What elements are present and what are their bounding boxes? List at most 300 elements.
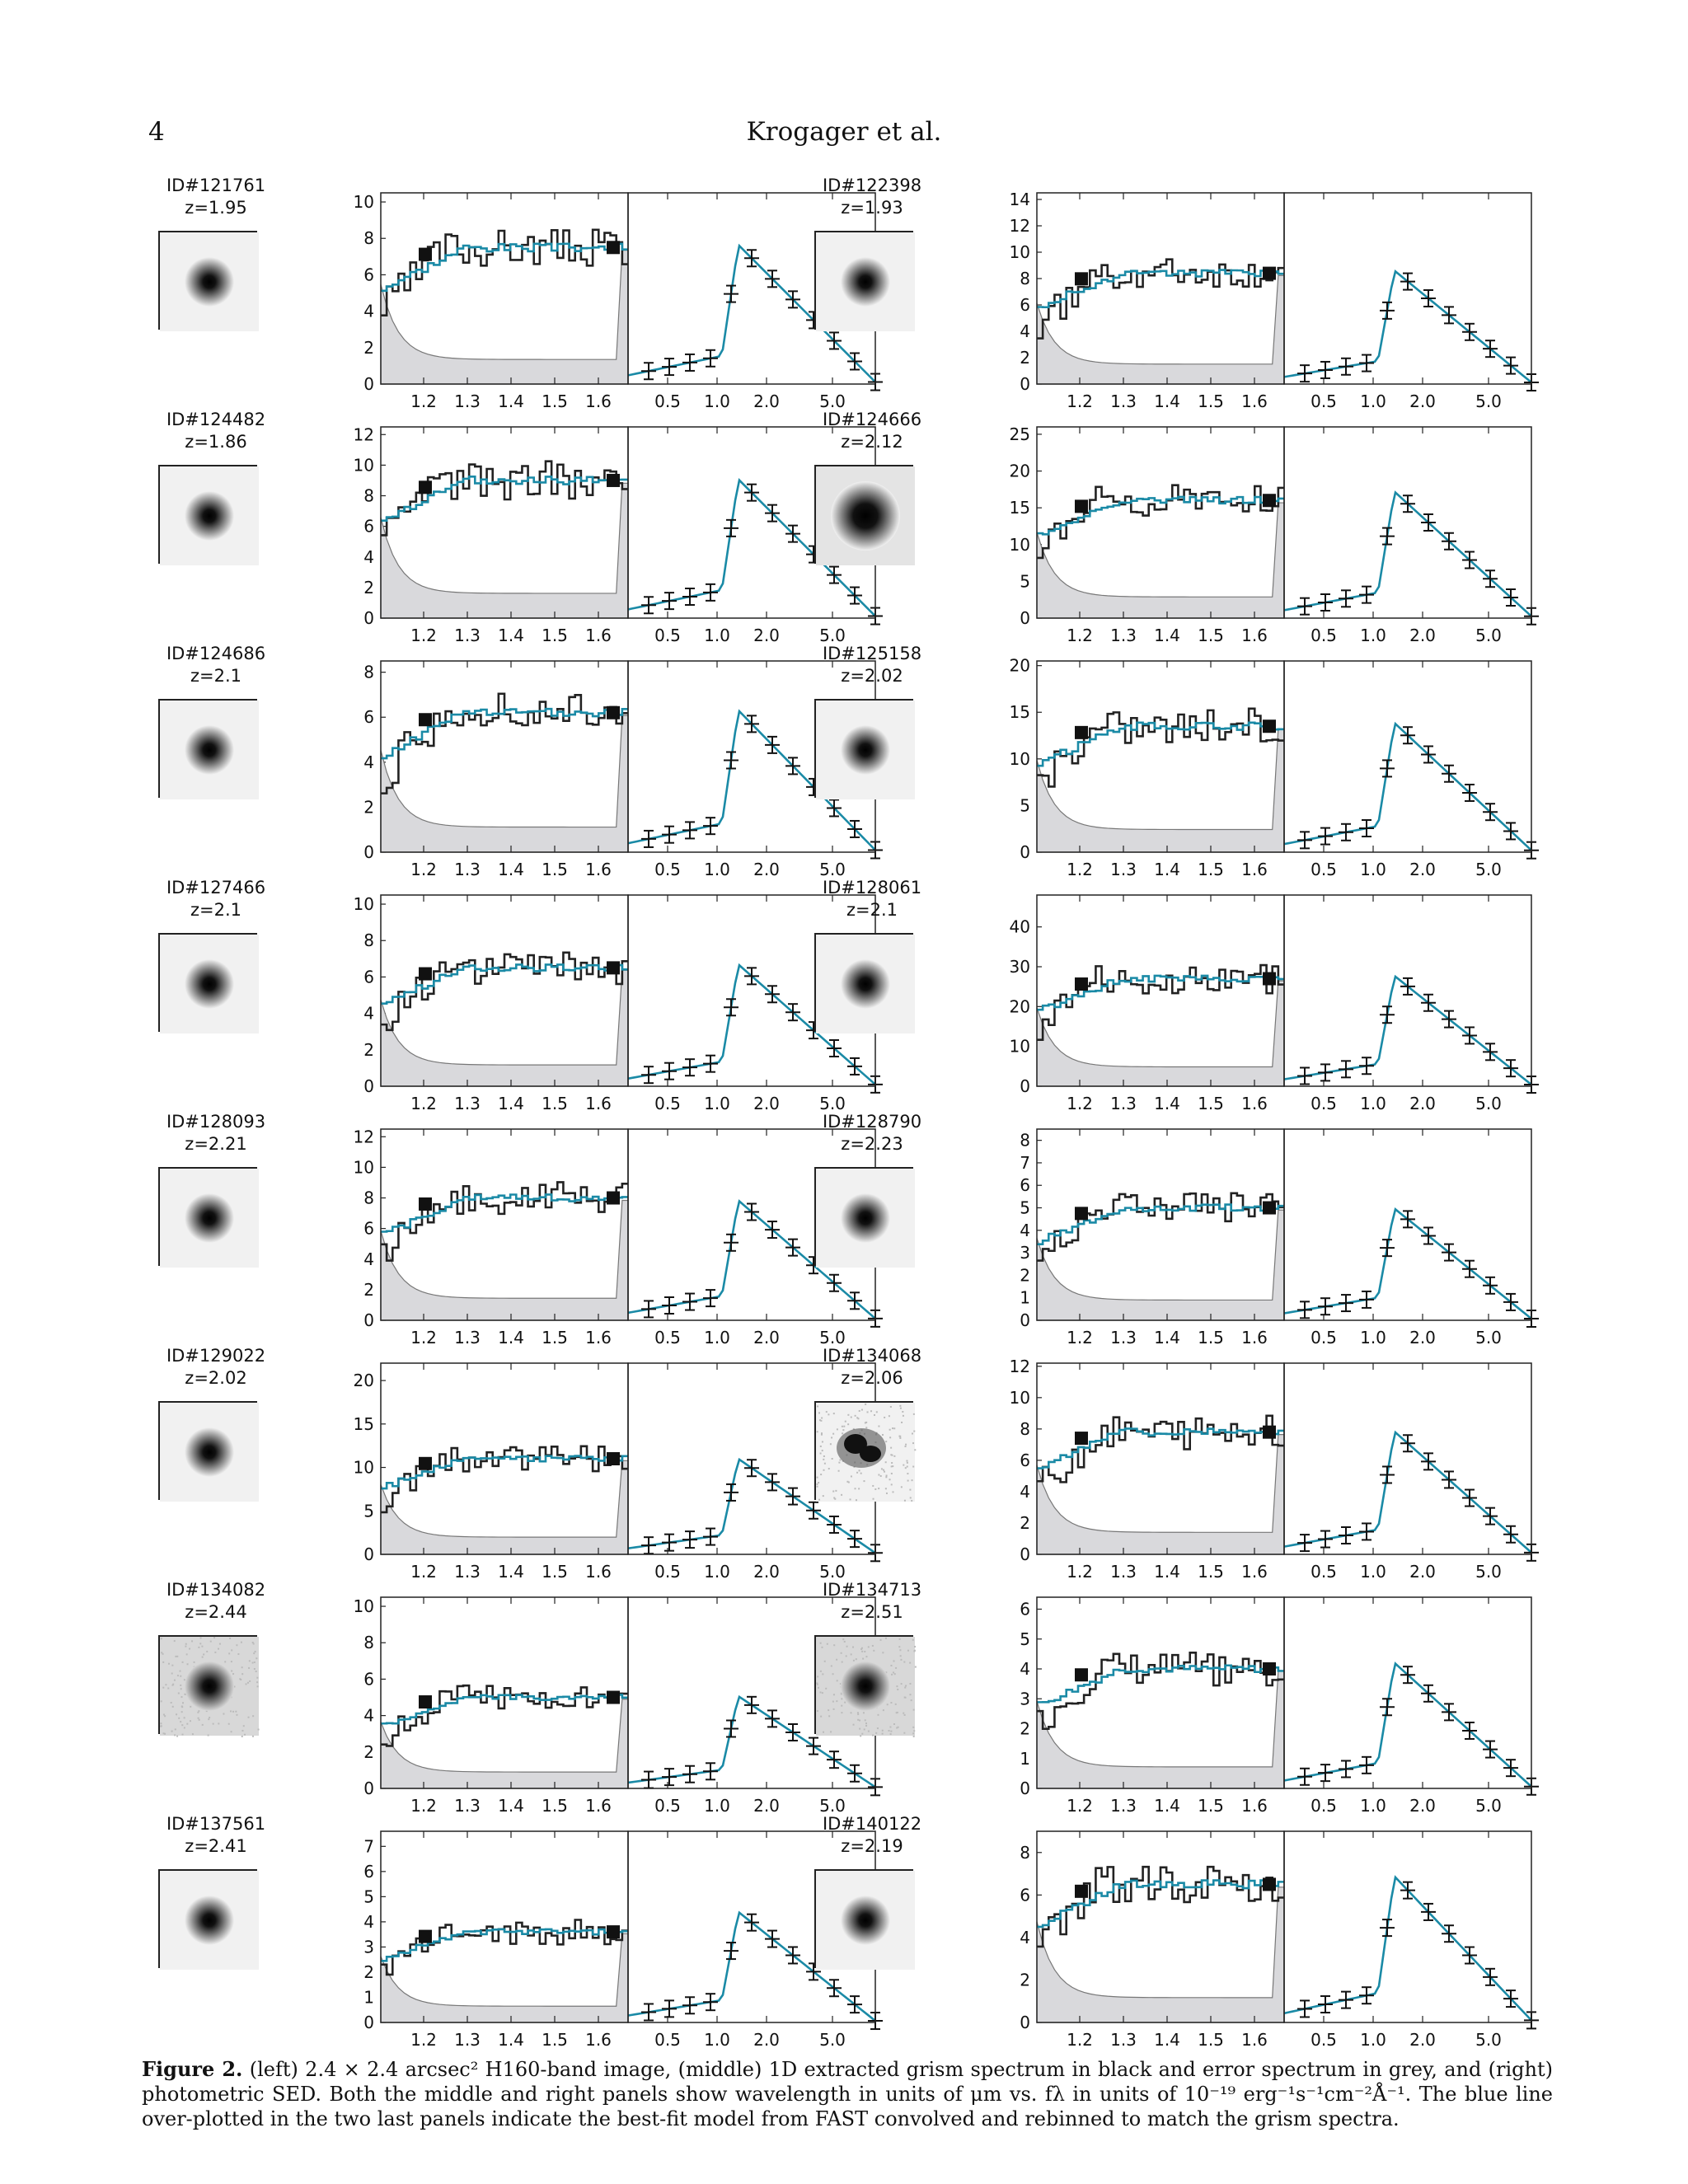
h160-image [814, 1635, 913, 1734]
y-tick-label: 6 [363, 1669, 374, 1690]
sed-point [1318, 1996, 1333, 2013]
sed-point [641, 1537, 656, 1554]
sed-tick-label: 5.0 [819, 1562, 846, 1582]
y-tick-label: 0 [1020, 1779, 1030, 1798]
grism-spectrum [1037, 1867, 1284, 1947]
y-tick-label: 0 [363, 1779, 374, 1798]
y-tick-label: 5 [363, 1501, 374, 1521]
sed-point [1503, 1294, 1518, 1310]
sed-tick-label: 0.5 [654, 1094, 681, 1113]
h160-image [158, 699, 257, 798]
sed-point [703, 1994, 718, 2010]
photometric-point [1263, 1202, 1276, 1215]
error-spectrum [381, 483, 628, 618]
y-tick-label: 0 [363, 374, 374, 394]
photometric-point [607, 1925, 620, 1938]
y-tick-label: 2 [363, 337, 374, 358]
y-tick-label: 20 [1009, 461, 1030, 481]
sed-point [724, 286, 738, 302]
grism-tick-label: 1.2 [410, 1094, 437, 1113]
sed-tick-label: 2.0 [1409, 626, 1436, 645]
sed-point [724, 999, 738, 1015]
caption-label: Figure 2. [142, 2057, 243, 2081]
sed-tick-label: 0.5 [654, 1562, 681, 1582]
y-tick-label: 4 [1020, 321, 1030, 341]
sed-tick-label: 1.0 [704, 1328, 730, 1347]
grism-tick-label: 1.6 [585, 1562, 612, 1582]
sed-point [765, 1931, 780, 1947]
y-tick-label: 8 [363, 662, 374, 682]
sed-point [765, 1474, 780, 1490]
object-panel [142, 409, 867, 645]
grism-tick-label: 1.2 [1067, 1562, 1093, 1582]
sed-tick-label: 5.0 [819, 860, 846, 879]
sed-point [703, 818, 718, 834]
sed-tick-label: 2.0 [753, 626, 780, 645]
grism-tick-label: 1.5 [542, 2030, 568, 2050]
photometric-point [607, 241, 620, 254]
object-panel [798, 643, 1523, 879]
error-spectrum [1037, 729, 1284, 852]
photometric-point [419, 480, 432, 494]
sed-point [662, 1535, 677, 1551]
y-tick-label: 6 [363, 1861, 374, 1882]
photometric-point [1263, 267, 1276, 280]
h160-image [158, 1401, 257, 1500]
y-tick-label: 10 [1009, 534, 1030, 555]
photometric-point [1263, 1877, 1276, 1891]
photometric-point [1075, 272, 1088, 285]
grism-tick-label: 1.5 [542, 1796, 568, 1816]
sed-tick-label: 5.0 [1475, 1562, 1502, 1582]
model-spectrum [1037, 1205, 1284, 1244]
sed-point [1359, 1523, 1374, 1540]
sed-point [1297, 2000, 1312, 2017]
h160-image [158, 1869, 257, 1968]
grism-tick-label: 1.4 [498, 1796, 524, 1816]
sed-point [641, 2004, 656, 2020]
y-tick-label: 6 [363, 967, 374, 987]
sed-point [724, 520, 738, 537]
photometric-point [419, 713, 432, 726]
sed-point [641, 363, 656, 379]
y-tick-label: 10 [353, 1157, 374, 1178]
sed-point [1339, 824, 1353, 841]
object-redshift: z=2.02 [841, 666, 903, 686]
y-tick-label: 8 [363, 228, 374, 249]
y-tick-label: 12 [1009, 216, 1030, 236]
sed-point [1339, 1061, 1353, 1077]
page-number: 4 [148, 117, 165, 147]
y-tick-label: 8 [363, 1633, 374, 1653]
grism-tick-label: 1.5 [1198, 1562, 1224, 1582]
sed-point [724, 752, 738, 768]
grism-axes [1037, 193, 1284, 384]
sed-point [1483, 1043, 1498, 1060]
h160-image [814, 1401, 913, 1500]
grism-tick-label: 1.4 [498, 1094, 524, 1113]
model-spectrum [1037, 270, 1284, 307]
grism-spectrum [381, 230, 628, 316]
y-tick-label: 15 [353, 1413, 374, 1434]
object-panel [142, 643, 867, 879]
y-tick-label: 10 [353, 455, 374, 476]
sed-point [641, 1301, 656, 1317]
object-id: ID#125158 [822, 644, 922, 663]
y-tick-label: 8 [363, 485, 374, 506]
y-tick-label: 4 [363, 301, 374, 321]
grism-tick-label: 1.2 [1067, 2030, 1093, 2050]
grism-tick-label: 1.3 [1110, 1562, 1137, 1582]
y-tick-label: 12 [353, 424, 374, 445]
sed-point [744, 1697, 759, 1713]
y-tick-label: 5 [1020, 1629, 1030, 1649]
sed-tick-label: 2.0 [753, 2030, 780, 2050]
h160-image [814, 1869, 913, 1968]
grism-tick-label: 1.5 [1198, 2030, 1224, 2050]
grism-tick-label: 1.4 [498, 391, 524, 411]
h160-image [158, 933, 257, 1032]
y-tick-label: 6 [1020, 295, 1030, 315]
model-spectrum [1037, 976, 1284, 1010]
sed-point [682, 822, 697, 838]
object-panel [142, 175, 867, 411]
sed-tick-label: 1.0 [1360, 1796, 1386, 1816]
y-tick-label: 8 [1020, 269, 1030, 288]
sed-point [1442, 307, 1456, 323]
grism-tick-label: 1.3 [454, 391, 481, 411]
y-tick-label: 8 [363, 930, 374, 951]
sed-tick-label: 5.0 [819, 391, 846, 411]
y-tick-label: 10 [1009, 1036, 1030, 1057]
spectrum-sed-plots [331, 1826, 846, 2050]
object-panel [798, 1813, 1523, 2050]
spectrum-sed-plots [331, 1592, 846, 1816]
error-spectrum [1037, 503, 1284, 618]
sed-point [641, 1772, 656, 1788]
figure-caption [142, 2057, 1553, 2131]
grism-tick-label: 1.3 [1110, 1328, 1137, 1347]
y-tick-label: 10 [1009, 748, 1030, 769]
y-tick-label: 2 [363, 577, 374, 598]
sed-point [1380, 1006, 1395, 1023]
object-id: ID#121761 [166, 176, 266, 195]
object-id: ID#137561 [166, 1814, 266, 1834]
sed-tick-label: 1.0 [704, 1796, 730, 1816]
sed-point [1421, 1227, 1436, 1244]
sed-tick-label: 2.0 [1409, 391, 1436, 411]
sed-point [1380, 1240, 1395, 1256]
caption-fast: FAST [814, 2107, 869, 2130]
grism-tick-label: 1.6 [1241, 626, 1268, 645]
sed-point [1359, 1291, 1374, 1308]
h160-image [814, 1167, 913, 1266]
grism-tick-label: 1.6 [585, 626, 612, 645]
sed-tick-label: 5.0 [819, 626, 846, 645]
object-panel [798, 409, 1523, 645]
sed-point [1339, 359, 1353, 375]
grism-tick-label: 1.2 [410, 2030, 437, 2050]
grism-tick-label: 1.2 [410, 391, 437, 411]
object-panel [142, 1813, 867, 2050]
sed-point [1380, 1699, 1395, 1715]
object-id: ID#140122 [822, 1814, 922, 1834]
object-id: ID#128093 [166, 1112, 266, 1132]
grism-tick-label: 1.2 [1067, 1796, 1093, 1816]
y-tick-label: 0 [363, 2013, 374, 2032]
grism-tick-label: 1.4 [1154, 860, 1180, 879]
photometric-point [607, 474, 620, 487]
y-tick-label: 0 [1020, 608, 1030, 628]
sed-point [1380, 1466, 1395, 1483]
y-tick-label: 5 [1020, 1197, 1030, 1218]
y-tick-label: 6 [363, 707, 374, 728]
object-panel [798, 877, 1523, 1113]
y-tick-label: 0 [1020, 1310, 1030, 1330]
running-head: Krogager et al. [746, 117, 942, 147]
sed-point [1318, 1064, 1333, 1080]
sed-tick-label: 1.0 [704, 391, 730, 411]
sed-tick-label: 2.0 [753, 1562, 780, 1582]
y-tick-label: 20 [353, 1371, 374, 1391]
y-tick-label: 12 [1009, 1356, 1030, 1376]
h160-image [158, 1167, 257, 1266]
object-id: ID#127466 [166, 878, 266, 898]
y-tick-label: 6 [363, 265, 374, 285]
sed-tick-label: 0.5 [654, 391, 681, 411]
sed-point [682, 1997, 697, 2013]
grism-tick-label: 1.6 [1241, 1562, 1268, 1582]
photometric-point [419, 1695, 432, 1708]
sed-tick-label: 2.0 [1409, 1328, 1436, 1347]
grism-tick-label: 1.5 [542, 626, 568, 645]
spectrum-sed-plots [331, 422, 846, 645]
y-tick-label: 4 [363, 1249, 374, 1269]
object-panel [142, 1579, 867, 1816]
sed-point [1359, 587, 1374, 603]
y-tick-label: 10 [1009, 242, 1030, 262]
sed-point [1297, 598, 1312, 615]
h160-image [814, 465, 913, 564]
h160-image [814, 933, 913, 1032]
sed-axes [1284, 427, 1531, 618]
y-tick-label: 25 [1009, 424, 1030, 444]
sed-point [1380, 528, 1395, 545]
y-tick-label: 8 [363, 1188, 374, 1208]
photometric-point [1263, 1662, 1276, 1675]
grism-tick-label: 1.6 [1241, 2030, 1268, 2050]
object-redshift: z=2.44 [185, 1602, 247, 1622]
grism-tick-label: 1.6 [1241, 1796, 1268, 1816]
y-tick-label: 3 [1020, 1689, 1030, 1709]
y-tick-label: 15 [1009, 498, 1030, 518]
sed-point [724, 1943, 738, 1959]
sed-point [1483, 1277, 1498, 1294]
model-spectrum [381, 964, 628, 1003]
sed-point [1462, 1027, 1477, 1043]
y-tick-label: 6 [363, 516, 374, 537]
grism-tick-label: 1.3 [1110, 1094, 1137, 1113]
spectrum-sed-plots [987, 1592, 1502, 1816]
sed-point [662, 1297, 677, 1314]
sed-point [724, 1484, 738, 1501]
sed-point [703, 1056, 718, 1072]
y-tick-label: 20 [1009, 655, 1030, 676]
sed-point [1359, 1757, 1374, 1774]
sed-point [1339, 1992, 1353, 2008]
object-panel [798, 1111, 1523, 1347]
sed-tick-label: 2.0 [1409, 1094, 1436, 1113]
y-tick-label: 0 [363, 842, 374, 862]
sed-tick-label: 2.0 [753, 391, 780, 411]
grism-tick-label: 1.4 [498, 2030, 524, 2050]
spectrum-sed-plots [987, 422, 1502, 645]
y-tick-label: 2 [363, 797, 374, 818]
sed-tick-label: 1.0 [1360, 1562, 1386, 1582]
sed-point [1503, 358, 1518, 374]
y-tick-label: 2 [1020, 348, 1030, 368]
object-redshift: z=2.51 [841, 1602, 903, 1622]
photometric-point [419, 248, 432, 261]
sed-point [1318, 1765, 1333, 1781]
y-tick-label: 6 [1020, 1175, 1030, 1196]
sed-point [682, 354, 697, 371]
sed-point [1380, 1919, 1395, 1936]
object-redshift: z=1.86 [185, 432, 247, 452]
sed-point [703, 1529, 718, 1545]
h160-image [158, 231, 257, 330]
sed-point [1339, 1760, 1353, 1777]
y-tick-label: 30 [1009, 957, 1030, 977]
y-tick-label: 10 [1009, 1387, 1030, 1408]
photometric-point [607, 1691, 620, 1704]
object-id: ID#122398 [822, 176, 922, 195]
object-redshift: z=2.23 [841, 1134, 903, 1154]
sed-tick-label: 0.5 [1311, 1094, 1337, 1113]
object-id: ID#134068 [822, 1346, 922, 1366]
error-spectrum [1037, 1887, 1284, 2022]
spectrum-sed-plots [987, 1356, 1502, 1582]
grism-spectrum [381, 462, 628, 536]
object-redshift: z=2.19 [841, 1836, 903, 1856]
sed-point [1380, 302, 1395, 319]
y-tick-label: 0 [363, 1544, 374, 1564]
y-tick-label: 8 [1020, 1130, 1030, 1151]
sed-point [662, 827, 677, 843]
y-tick-label: 0 [1020, 842, 1030, 862]
grism-tick-label: 1.4 [1154, 626, 1180, 645]
sed-tick-label: 1.0 [1360, 1094, 1386, 1113]
sed-tick-label: 0.5 [1311, 1562, 1337, 1582]
model-spectrum [381, 1456, 628, 1488]
sed-axes [1284, 1831, 1531, 2022]
y-tick-label: 7 [363, 1836, 374, 1857]
grism-tick-label: 1.3 [1110, 626, 1137, 645]
grism-tick-label: 1.3 [1110, 860, 1137, 879]
y-tick-label: 12 [353, 1127, 374, 1147]
spectrum-sed-plots [987, 890, 1502, 1113]
grism-tick-label: 1.6 [1241, 860, 1268, 879]
sed-tick-label: 1.0 [704, 626, 730, 645]
object-id: ID#124666 [822, 410, 922, 429]
sed-point [724, 1235, 738, 1251]
grism-tick-label: 1.5 [542, 391, 568, 411]
sed-tick-label: 2.0 [1409, 860, 1436, 879]
y-tick-label: 2 [1020, 1512, 1030, 1533]
grism-spectrum [381, 1919, 628, 1974]
sed-tick-label: 5.0 [1475, 391, 1502, 411]
grism-spectrum [381, 694, 628, 794]
grism-tick-label: 1.5 [1198, 1796, 1224, 1816]
sed-tick-label: 2.0 [1409, 1796, 1436, 1816]
photometric-point [419, 968, 432, 981]
spectrum-sed-plots [987, 1124, 1502, 1347]
sed-tick-label: 0.5 [1311, 1328, 1337, 1347]
grism-tick-label: 1.2 [410, 1562, 437, 1582]
grism-tick-label: 1.4 [1154, 2030, 1180, 2050]
y-tick-label: 2 [1020, 1718, 1030, 1739]
sed-point [1483, 340, 1498, 357]
grism-tick-label: 1.3 [454, 1796, 481, 1816]
sed-tick-label: 5.0 [819, 2030, 846, 2050]
photometric-point [419, 1457, 432, 1470]
y-tick-label: 2 [363, 1279, 374, 1300]
photometric-point [1263, 1426, 1276, 1439]
sed-point [682, 1531, 697, 1548]
grism-tick-label: 1.2 [410, 626, 437, 645]
spectrum-sed-plots [331, 188, 846, 411]
sed-tick-label: 0.5 [654, 2030, 681, 2050]
y-tick-label: 0 [363, 1310, 374, 1330]
sed-point [1318, 828, 1333, 845]
object-id: ID#129022 [166, 1346, 266, 1366]
photometric-point [607, 706, 620, 719]
caption-text-1: (left) 2.4 × 2.4 arcsec² H160-band image, (middle) 1D extracted grism spectrum in black and error spectrum in grey, and (right) photometric SED. Both the middle and right panels show wavelength in units of μm vs. fλ in units of 10⁻¹⁹ erg⁻¹s⁻¹cm⁻²Å⁻¹. The blue line over-plotted in the two last panels indicate the best-fit model from [142, 2058, 1553, 2130]
sed-point [662, 359, 677, 375]
object-redshift: z=1.95 [185, 198, 247, 218]
sed-tick-label: 0.5 [1311, 391, 1337, 411]
photometric-point [1075, 499, 1088, 513]
grism-tick-label: 1.4 [498, 1328, 524, 1347]
sed-tick-label: 2.0 [1409, 2030, 1436, 2050]
sed-point [641, 1066, 656, 1083]
photometric-point [607, 1452, 620, 1465]
y-tick-label: 4 [363, 752, 374, 772]
y-tick-label: 15 [1009, 702, 1030, 723]
grism-spectrum [1037, 1416, 1284, 1483]
grism-tick-label: 1.4 [1154, 1562, 1180, 1582]
grism-tick-label: 1.5 [542, 1094, 568, 1113]
sed-point [1339, 590, 1353, 607]
grism-tick-label: 1.6 [585, 1328, 612, 1347]
grism-tick-label: 1.2 [1067, 1328, 1093, 1347]
sed-point [1503, 1060, 1518, 1076]
model-spectrum [381, 1929, 628, 1961]
sed-tick-label: 2.0 [753, 860, 780, 879]
y-tick-label: 6 [1020, 1885, 1030, 1905]
object-redshift: z=2.21 [185, 1134, 247, 1154]
grism-tick-label: 1.3 [1110, 1796, 1137, 1816]
sed-tick-label: 0.5 [654, 1796, 681, 1816]
sed-tick-label: 1.0 [704, 1562, 730, 1582]
sed-point [1380, 760, 1395, 776]
sed-point [1318, 1531, 1333, 1548]
spectrum-sed-plots [331, 1358, 846, 1582]
y-tick-label: 7 [1020, 1152, 1030, 1173]
photometric-point [1075, 1885, 1088, 1898]
grism-tick-label: 1.2 [410, 1796, 437, 1816]
sed-point [1462, 1261, 1477, 1277]
